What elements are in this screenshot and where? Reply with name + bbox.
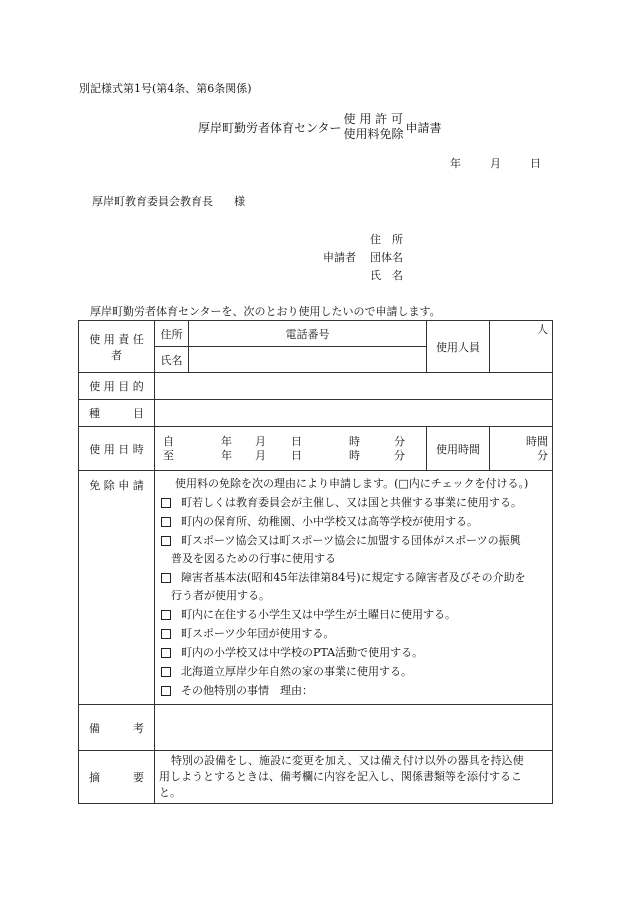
waiver-item-text: 北海道立厚岸少年自然の家の事業に使用する。 <box>181 665 412 678</box>
waiver-item-text: 町スポーツ少年団が使用する。 <box>181 627 335 640</box>
datetime-from-row <box>163 435 420 449</box>
from-month: 月 <box>255 434 266 448</box>
purpose-field[interactable] <box>155 373 553 400</box>
waiver-item-text: 町若しくは教育委員会が主催し、又は国と共催する事業に使用する。 <box>181 496 522 509</box>
summary-line-1: 特別の設備をし、施設に変更を加え、又は備え付け以外の器具を持込使 <box>171 754 524 767</box>
waiver-item <box>159 624 548 643</box>
date-year: 年 <box>450 157 461 170</box>
summary-line-3: と。 <box>159 786 181 799</box>
waiver-item <box>159 605 548 624</box>
duration-hour: 時間 <box>526 434 548 448</box>
title-facility: 厚岸町勤労者体育センター <box>198 120 342 135</box>
phone-label: 電話番号 <box>189 321 427 347</box>
waiver-item <box>159 512 548 531</box>
application-table <box>78 320 553 804</box>
waiver-item-text: 町内の小学校又は中学校のPTA活動で使用する。 <box>181 646 424 659</box>
datetime-to-row <box>163 449 420 463</box>
waiver-item <box>159 568 548 587</box>
waiver-checkbox[interactable] <box>161 667 171 677</box>
title-option-permit: 使 用 許 可 <box>343 112 403 126</box>
waiver-checkbox[interactable] <box>161 610 171 620</box>
waiver-checkbox[interactable] <box>161 686 171 696</box>
attendees-unit: 人 <box>537 323 548 336</box>
waiver-item <box>159 643 548 662</box>
duration-label: 使用時間 <box>427 427 490 471</box>
form-number: 別記様式第1号(第4条、第6条関係) <box>79 82 252 95</box>
to-year: 年 <box>221 448 232 462</box>
waiver-checkbox[interactable] <box>161 573 171 583</box>
summary-line-2: 用しようとするときは、備考欄に内容を記入し、関係書類等を添付するこ <box>159 770 522 783</box>
from-minute: 分 <box>394 434 405 448</box>
title-option-waiver: 使用料免除 <box>343 127 404 141</box>
waiver-item-text: 町内の保育所、幼稚園、小中学校又は高等学校が使用する。 <box>181 515 478 528</box>
applicant-address: 住 所 <box>370 233 403 246</box>
waiver-item-continuation: 普及を図るための行事に使用する <box>171 552 336 565</box>
date-line <box>450 155 541 171</box>
category-label: 種 目 <box>79 400 155 427</box>
waiver-intro: 使用料の免除を次の理由により申請します。(□内にチェックを付ける。) <box>175 477 529 490</box>
applicant-label: 申請者 <box>323 251 356 264</box>
waiver-checkbox[interactable] <box>161 517 171 527</box>
waiver-item <box>159 493 548 512</box>
purpose-label: 使 用 目 的 <box>79 373 155 400</box>
from-day: 日 <box>291 434 302 448</box>
from-year: 年 <box>221 434 232 448</box>
form-title <box>198 112 442 142</box>
to-month: 月 <box>255 448 266 462</box>
intro-text: 厚岸町勤労者体育センターを、次のとおり使用したいので申請します。 <box>90 305 441 318</box>
to-hour: 時 <box>349 448 360 462</box>
remarks-field[interactable] <box>155 705 553 751</box>
addressee-line <box>92 193 245 209</box>
waiver-label: 免 除 申 請 <box>79 471 155 705</box>
addressee: 厚岸町教育委員会教育長 <box>92 195 213 208</box>
waiver-item-continuation: 行う者が使用する。 <box>171 589 270 602</box>
category-field[interactable] <box>155 400 553 427</box>
datetime-field[interactable] <box>155 427 427 471</box>
duration-minute: 分 <box>537 448 548 462</box>
summary-label: 摘 要 <box>79 751 155 804</box>
to-label: 至 <box>163 448 174 462</box>
waiver-item-text: 町内に在住する小学生又は中学生が土曜日に使用する。 <box>181 608 456 621</box>
waiver-section <box>155 471 553 705</box>
waiver-item-text: 町スポーツ協会又は町スポーツ協会に加盟する団体がスポーツの振興 <box>181 534 521 547</box>
waiver-checkbox[interactable] <box>161 536 171 546</box>
attendees-field[interactable] <box>490 321 553 373</box>
applicant-name: 氏 名 <box>370 269 403 282</box>
address-label: 住所 <box>155 321 189 347</box>
duration-field[interactable] <box>490 427 553 471</box>
from-hour: 時 <box>349 434 360 448</box>
remarks-label: 備 考 <box>79 705 155 751</box>
waiver-checkbox[interactable] <box>161 629 171 639</box>
waiver-item-text: その他特別の事情 理由： <box>181 684 313 697</box>
name-field[interactable] <box>189 347 427 373</box>
applicant-group: 団体名 <box>370 251 403 264</box>
date-day: 日 <box>530 157 541 170</box>
waiver-item <box>159 531 548 550</box>
date-month: 月 <box>490 157 501 170</box>
waiver-item <box>159 662 548 681</box>
waiver-checkbox[interactable] <box>161 648 171 658</box>
responsible-label: 使 用 責 任 者 <box>79 321 155 373</box>
waiver-item <box>159 681 548 700</box>
name-label: 氏名 <box>155 347 189 373</box>
title-suffix: 申請書 <box>405 120 442 135</box>
attendees-label: 使用人員 <box>427 321 490 373</box>
honorific: 様 <box>234 195 245 208</box>
datetime-label: 使 用 日 時 <box>79 427 155 471</box>
waiver-item-text: 障害者基本法(昭和45年法律第84号)に規定する障害者及びその介助を <box>181 571 526 584</box>
from-label: 自 <box>163 434 174 448</box>
to-minute: 分 <box>394 448 405 462</box>
summary-text <box>155 751 553 804</box>
waiver-checkbox[interactable] <box>161 498 171 508</box>
to-day: 日 <box>291 448 302 462</box>
